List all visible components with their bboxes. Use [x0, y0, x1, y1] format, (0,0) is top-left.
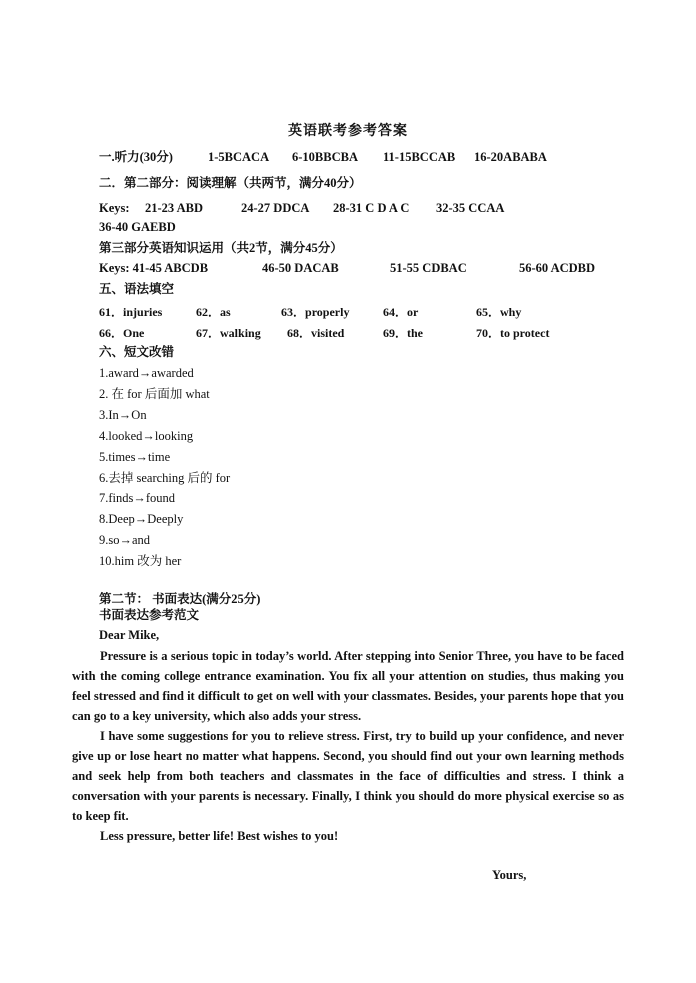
grammar-heading: 五、语法填空: [99, 282, 175, 296]
item-number: 64．: [383, 305, 408, 319]
correction-item: 7.finds→found: [99, 491, 176, 505]
letter-salutation: Dear Mike,: [99, 628, 160, 642]
item-answer: the: [407, 326, 424, 340]
language-use-keys-1: Keys: 41-45 ABCDB: [99, 261, 209, 275]
sample-essay: [72, 646, 624, 846]
writing-heading: 第二节： 书面表达(满分25分): [99, 592, 261, 606]
grammar-item: [476, 303, 521, 320]
correction-item: 6.去掉 searching 后的 for: [99, 471, 231, 485]
grammar-item: [196, 303, 231, 320]
item-answer: to protect: [500, 326, 550, 340]
grammar-item: [196, 324, 261, 341]
correction-item: 2. 在 for 后面加 what: [99, 387, 210, 401]
listening-label: 一.听力(30分): [99, 150, 173, 164]
listening-answers-3: 11-15BCCAB: [383, 150, 456, 164]
item-number: 63．: [281, 305, 306, 319]
item-answer: walking: [220, 326, 261, 340]
item-answer: as: [220, 305, 231, 319]
reading-heading: 二．第二部分：阅读理解（共两节，满分40分）: [99, 176, 362, 190]
page-title: 英语联考参考答案: [288, 124, 408, 139]
language-use-keys-3: 51-55 CDBAC: [390, 261, 467, 275]
correction-item: 1.award→awarded: [99, 366, 194, 380]
grammar-item: [281, 303, 349, 320]
grammar-item: [476, 324, 549, 341]
reading-keys-label: Keys:: [99, 201, 130, 215]
listening-answers-2: 6-10BBCBA: [292, 150, 358, 164]
item-number: 69．: [383, 326, 408, 340]
item-answer: properly: [305, 305, 350, 319]
item-number: 65．: [476, 305, 501, 319]
language-use-heading: 第三部分英语知识运用（共2节，满分45分）: [99, 241, 343, 255]
writing-subheading: 书面表达参考范文: [99, 608, 200, 622]
item-number: 61．: [99, 305, 124, 319]
correction-item: 10.him 改为 her: [99, 554, 182, 568]
listening-answers-1: 1-5BCACA: [208, 150, 270, 164]
reading-keys-2: 24-27 DDCA: [241, 201, 310, 215]
language-use-keys-4: 56-60 ACDBD: [519, 261, 596, 275]
correction-item: 3.In→On: [99, 408, 147, 422]
item-number: 68．: [287, 326, 312, 340]
language-use-keys-2: 46-50 DACAB: [262, 261, 339, 275]
item-answer: injuries: [123, 305, 163, 319]
item-number: 62．: [196, 305, 221, 319]
item-answer: why: [500, 305, 522, 319]
grammar-item: [287, 324, 344, 341]
grammar-item: [99, 324, 144, 341]
item-number: 70．: [476, 326, 501, 340]
correction-item: 9.so→and: [99, 533, 151, 547]
reading-keys-1: 21-23 ABD: [145, 201, 203, 215]
correction-item: 5.times→time: [99, 450, 171, 464]
grammar-item: [383, 303, 418, 320]
reading-keys-5: 36-40 GAEBD: [99, 220, 176, 234]
essay-paragraph: Less pressure, better life! Best wishes to you!: [100, 829, 339, 843]
grammar-item: [383, 324, 423, 341]
correction-item: 4.looked→looking: [99, 429, 194, 443]
correction-item: 8.Deep→Deeply: [99, 512, 184, 526]
item-answer: or: [407, 305, 419, 319]
listening-answers-4: 16-20ABABA: [474, 150, 547, 164]
grammar-item: [99, 303, 162, 320]
correction-heading: 六、短文改错: [99, 345, 175, 359]
essay-paragraph: Pressure is a serious topic in today’s world. After stepping into Senior Three, you have to be faced with the coming college entrance examination. You fix all your attention on studies, thus making you feel stressed and find it difficult to get on well with your classmates. Besides, your parents hope that you can go to a key university, which also adds your stress.: [72, 649, 624, 723]
item-answer: One: [123, 326, 145, 340]
essay-paragraph: I have some suggestions for you to relieve stress. First, try to build up your confidence, and never give up or lose heart no matter what happens. Second, you should find out your own learning methods and seek help from both teachers and classmates in the face of difficulties and stress. I think a conversation with your parents is necessary. Finally, I think you should do more physical exercise so as to keep fit.: [72, 729, 624, 823]
item-answer: visited: [311, 326, 345, 340]
item-number: 67．: [196, 326, 221, 340]
reading-keys-3: 28-31 C D A C: [333, 201, 410, 215]
letter-closing: Yours,: [492, 868, 527, 882]
item-number: 66．: [99, 326, 124, 340]
reading-keys-4: 32-35 CCAA: [436, 201, 505, 215]
